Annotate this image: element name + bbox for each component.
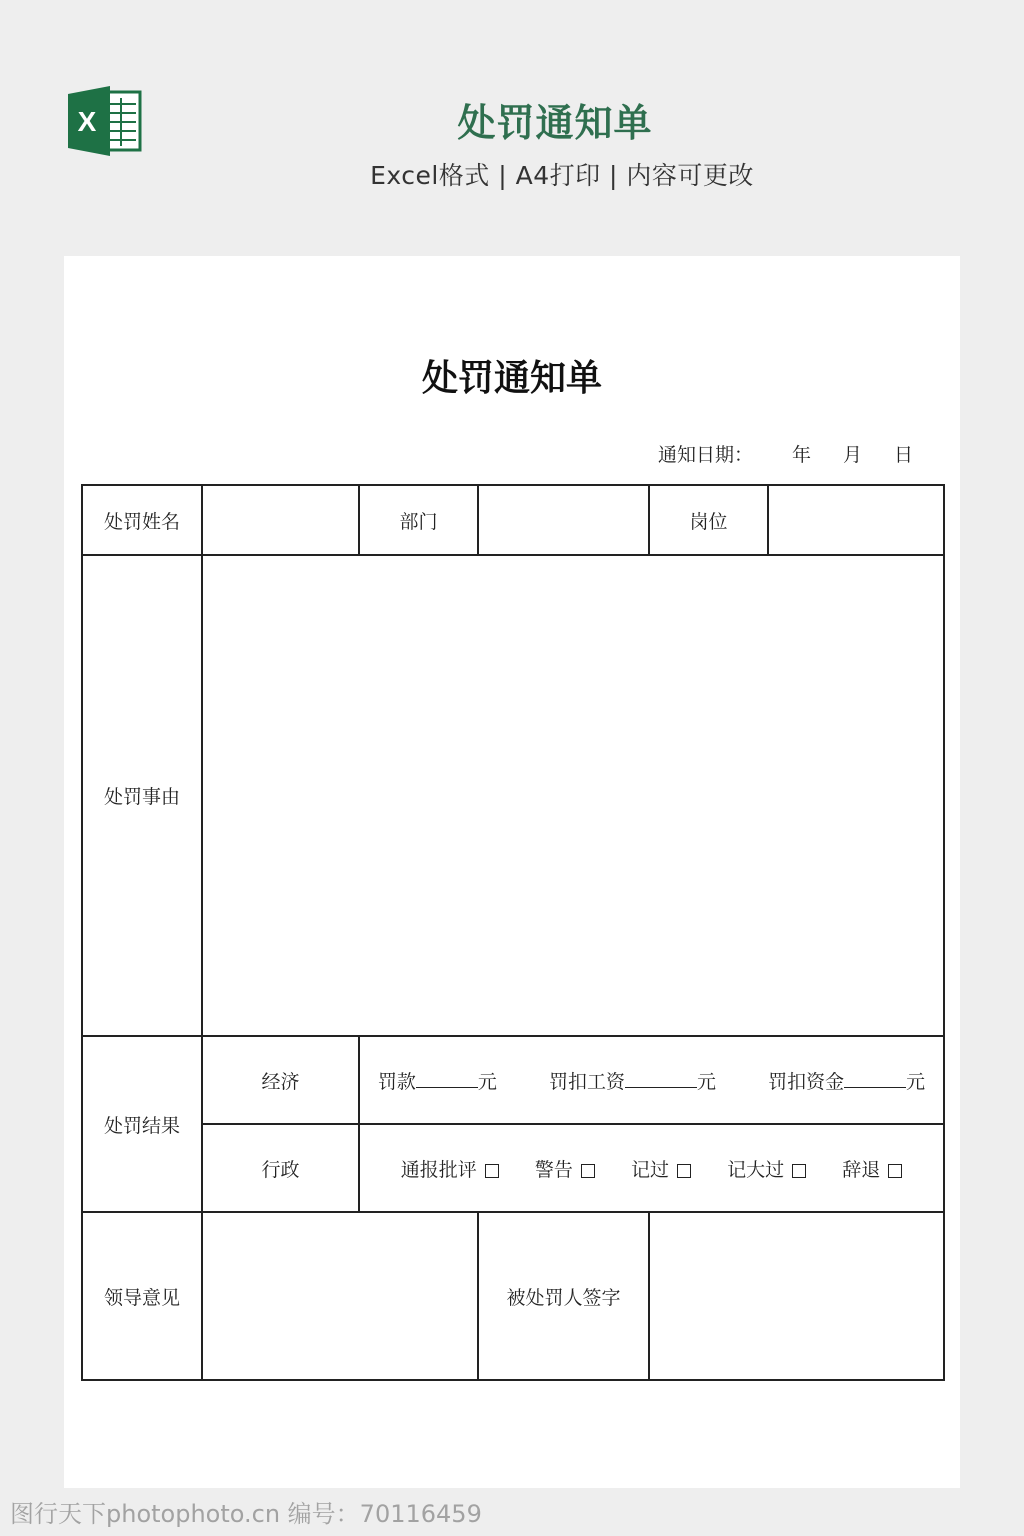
economic-label: 经济 — [202, 1036, 359, 1124]
reason-field[interactable] — [202, 555, 944, 1036]
dept-field[interactable] — [478, 485, 649, 555]
name-label: 处罚姓名 — [82, 485, 202, 555]
fund-deduction-label: 罚扣资金 — [768, 1070, 845, 1093]
reason-label: 处罚事由 — [82, 555, 202, 1036]
notice-date-day: 日 — [894, 444, 914, 466]
checkbox-icon[interactable] — [888, 1164, 902, 1178]
fund-deduction-field[interactable] — [844, 1069, 906, 1088]
option-warning[interactable]: 警告 — [535, 1155, 595, 1182]
fine-label: 罚款 — [377, 1070, 416, 1093]
document-title: 处罚通知单 — [421, 357, 602, 399]
leader-opinion-label: 领导意见 — [82, 1212, 202, 1380]
signature-field[interactable] — [649, 1212, 944, 1380]
header-title: 处罚通知单 — [457, 101, 653, 145]
notice-date-label: 通知日期： — [658, 444, 754, 466]
economic-penalty-cell — [359, 1036, 944, 1124]
fine-unit: 元 — [477, 1070, 497, 1093]
name-field[interactable] — [202, 485, 359, 555]
notice-date-month: 月 — [843, 444, 863, 466]
svg-text:X: X — [77, 106, 97, 137]
admin-label: 行政 — [202, 1124, 359, 1212]
checkbox-icon[interactable] — [581, 1164, 595, 1178]
fine-amount-field[interactable] — [416, 1069, 478, 1088]
option-criticism[interactable]: 通报批评 — [401, 1155, 499, 1182]
checkbox-icon[interactable] — [485, 1164, 499, 1178]
wage-deduction-unit: 元 — [697, 1070, 717, 1093]
notice-date-year: 年 — [792, 444, 812, 466]
result-label: 处罚结果 — [82, 1036, 202, 1212]
wage-deduction-label: 罚扣工资 — [548, 1070, 625, 1093]
fund-deduction-unit: 元 — [906, 1070, 926, 1093]
dept-label: 部门 — [359, 485, 478, 555]
post-label: 岗位 — [649, 485, 768, 555]
penalty-form-table — [81, 484, 945, 1381]
signature-label: 被处罚人签字 — [478, 1212, 649, 1380]
option-demerit[interactable]: 记过 — [631, 1155, 691, 1182]
post-field[interactable] — [768, 485, 944, 555]
option-major-demerit[interactable]: 记大过 — [727, 1155, 806, 1182]
watermark: 图行天下photophoto.cn 编号：70116459 — [10, 1500, 482, 1528]
checkbox-icon[interactable] — [792, 1164, 806, 1178]
checkbox-icon[interactable] — [677, 1164, 691, 1178]
option-dismissal[interactable]: 辞退 — [842, 1155, 902, 1182]
header-subtitle: Excel格式 | A4打印 | 内容可更改 — [370, 161, 754, 190]
leader-opinion-field[interactable] — [202, 1212, 478, 1380]
admin-penalty-cell — [359, 1124, 944, 1212]
wage-deduction-field[interactable] — [625, 1069, 697, 1088]
